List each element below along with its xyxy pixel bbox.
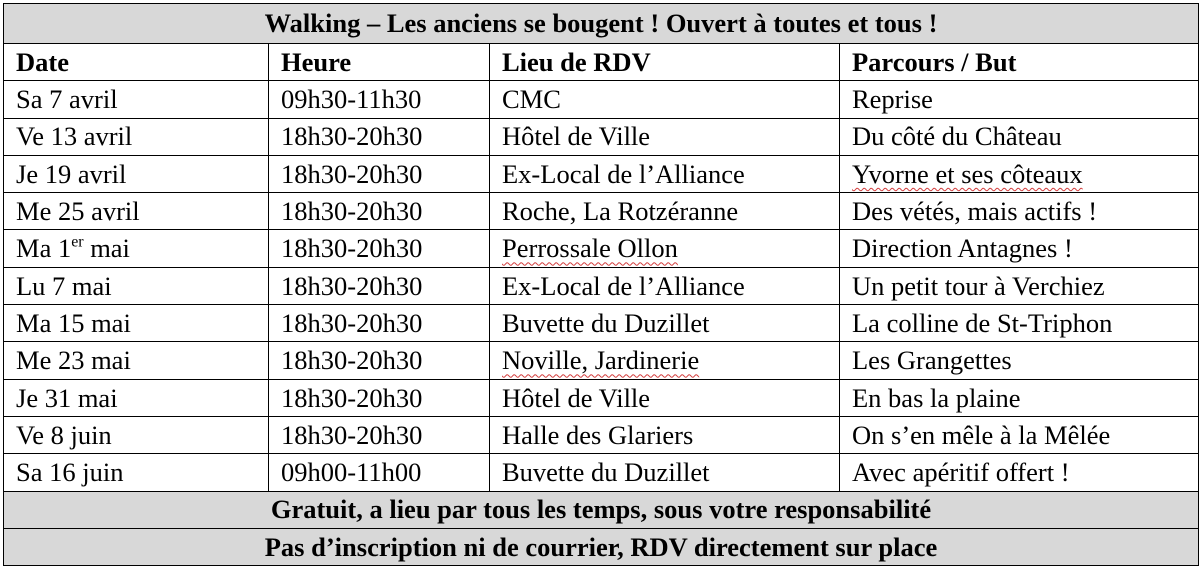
footer-note-free: Gratuit, a lieu par tous les temps, sous votre responsabilité [4,491,1199,528]
cell-place: Halle des Glariers [490,416,840,453]
table-row [4,81,1199,118]
cell-place: CMC [490,81,840,118]
cell-route-text: Yvorne et ses côteaux [852,158,1083,189]
table-row [4,193,1199,230]
cell-date: Je 31 mai [4,379,269,416]
cell-place: Ex-Local de l’Alliance [490,155,840,192]
table-title: Walking – Les anciens se bougent ! Ouvert à toutes et tous ! [4,4,1199,44]
date-suffix: mai [83,233,130,264]
cell-time: 18h30-20h30 [269,230,490,267]
cell-place [490,342,840,379]
cell-date [4,230,269,267]
cell-route: Avec apéritif offert ! [840,454,1199,491]
header-date: Date [4,44,269,81]
cell-route: Reprise [840,81,1199,118]
cell-route: Un petit tour à Verchiez [840,267,1199,304]
footer-row [4,528,1199,565]
table-row [4,379,1199,416]
cell-time: 18h30-20h30 [269,416,490,453]
table-row [4,267,1199,304]
cell-time: 09h30-11h30 [269,81,490,118]
table-row [4,230,1199,267]
footer-note-registration: Pas d’inscription ni de courrier, RDV directement sur place [4,528,1199,565]
cell-route: Du côté du Château [840,118,1199,155]
cell-place: Buvette du Duzillet [490,305,840,342]
cell-time: 18h30-20h30 [269,193,490,230]
cell-route [840,155,1199,192]
header-place: Lieu de RDV [490,44,840,81]
cell-time: 18h30-20h30 [269,379,490,416]
footer-row [4,491,1199,528]
date-prefix: Ma 1 [16,233,72,264]
cell-date: Ve 8 juin [4,416,269,453]
cell-place-text: Perrossale Ollon [502,233,678,264]
cell-time: 18h30-20h30 [269,118,490,155]
title-row [4,4,1199,44]
cell-time: 09h00-11h00 [269,454,490,491]
table-row [4,416,1199,453]
header-route: Parcours / But [840,44,1199,81]
cell-place-text: Noville, Jardinerie [502,345,700,376]
cell-place [490,230,840,267]
cell-date: Me 23 mai [4,342,269,379]
cell-date: Lu 7 mai [4,267,269,304]
walking-schedule-table [3,3,1199,566]
cell-place: Ex-Local de l’Alliance [490,267,840,304]
date-ordinal-suffix: er [71,234,84,252]
cell-route: En bas la plaine [840,379,1199,416]
cell-date: Je 19 avril [4,155,269,192]
table-row [4,305,1199,342]
cell-place: Hôtel de Ville [490,118,840,155]
cell-route: On s’en mêle à la Mêlée [840,416,1199,453]
cell-time: 18h30-20h30 [269,342,490,379]
table-row [4,118,1199,155]
header-time: Heure [269,44,490,81]
cell-time: 18h30-20h30 [269,305,490,342]
cell-date: Me 25 avril [4,193,269,230]
cell-route: Les Grangettes [840,342,1199,379]
cell-place: Hôtel de Ville [490,379,840,416]
cell-date: Ma 15 mai [4,305,269,342]
cell-route: Des vétés, mais actifs ! [840,193,1199,230]
cell-time: 18h30-20h30 [269,267,490,304]
cell-date: Sa 16 juin [4,454,269,491]
header-row [4,44,1199,81]
table-row [4,454,1199,491]
cell-time: 18h30-20h30 [269,155,490,192]
table-row [4,342,1199,379]
cell-route: La colline de St-Triphon [840,305,1199,342]
cell-place: Roche, La Rotzéranne [490,193,840,230]
table-row [4,155,1199,192]
cell-date: Sa 7 avril [4,81,269,118]
cell-route: Direction Antagnes ! [840,230,1199,267]
cell-place: Buvette du Duzillet [490,454,840,491]
cell-date: Ve 13 avril [4,118,269,155]
